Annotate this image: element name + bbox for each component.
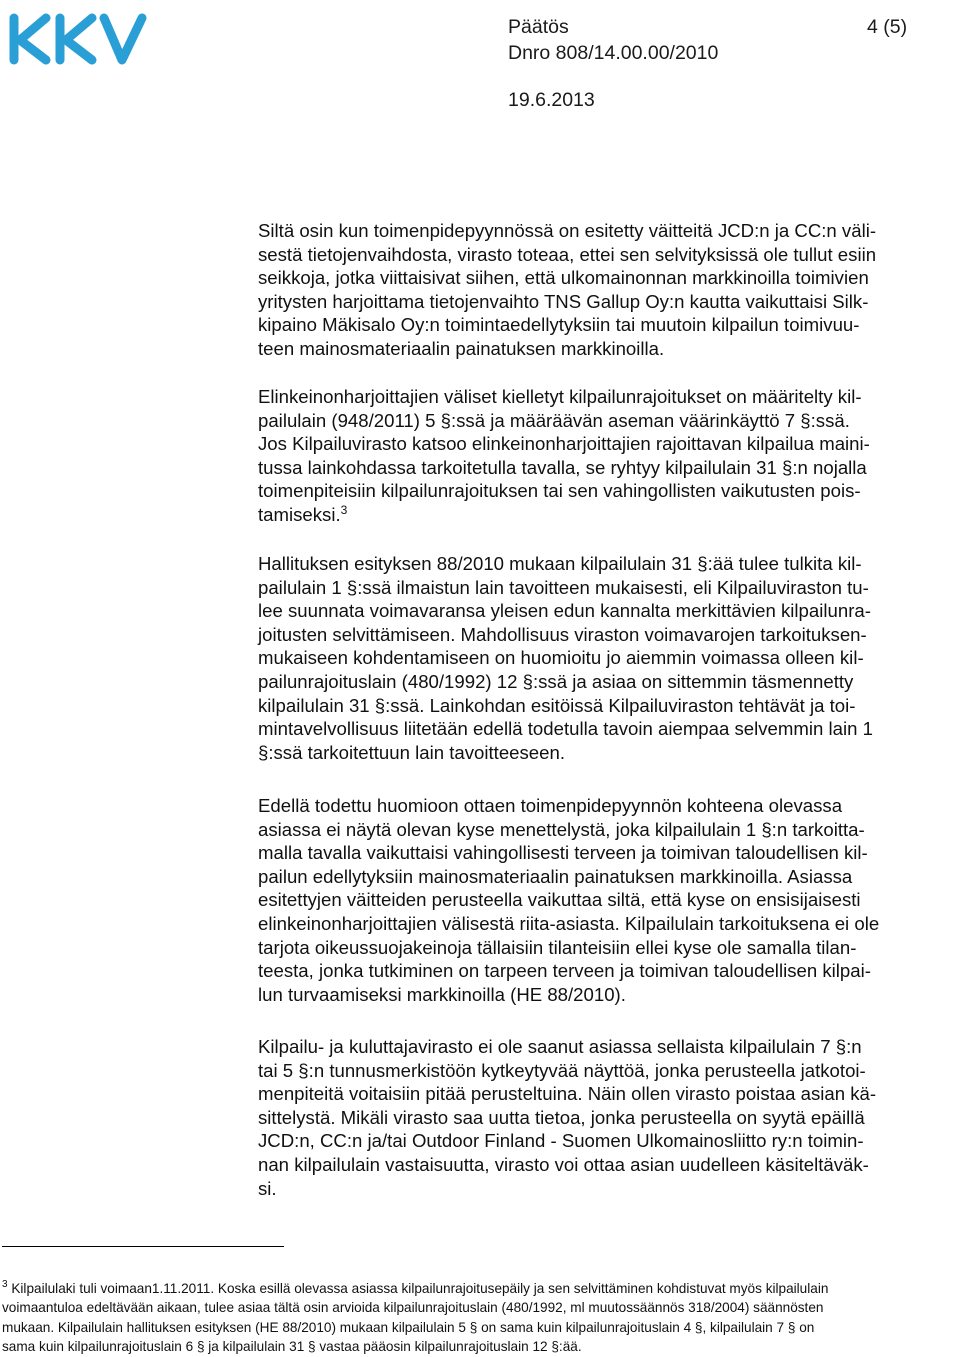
text-line: teesta, jonka tutkiminen on tarpeen terveen ja toimivan taloudellisen kilpai- — [258, 960, 871, 982]
text-line: JCD:n, CC:n ja/tai Outdoor Finland - Suomen Ulkomainosliitto ry:n toimin- — [258, 1130, 864, 1152]
text-line: Hallituksen esityksen 88/2010 mukaan kilpailulain 31 §:ää tulee tulkita kil- — [258, 553, 862, 574]
paragraph-3 — [258, 552, 960, 764]
text-line: si. — [258, 1177, 277, 1199]
text-line: mintavelvollisuus liitetään edellä todetulla tavoin aiempaa selvemmin lain 1 — [258, 718, 873, 740]
text-line: seikkoja, jotka viittaisivat siihen, että ulkomainonnan markkinoilla toimivien — [258, 267, 869, 289]
text-line: §:ssä tarkoitettuun lain tavoitteeseen. — [258, 741, 565, 763]
text-line: joitusten selvittämiseen. Mahdollisuus viraston voimavarojen tarkoituksen- — [258, 623, 867, 645]
text-line: pailun edellytyksiin mainosmateriaalin painatuksen markkinoilla. Asiassa — [258, 865, 853, 887]
text-line-end: tamiseksi. — [258, 503, 341, 525]
text-line: Edellä todettu huomioon ottaen toimenpidepyynnön kohteena olevassa — [258, 795, 843, 816]
footnote-mark: 3 — [2, 1279, 8, 1290]
document-type: Päätös — [508, 16, 569, 38]
text-line: pailulain 1 §:ssä ilmaistun lain tavoitteen mukaisesti, eli Kilpailuviraston tu- — [258, 576, 869, 598]
text-line: menpiteitä voitaisiin pitää perusteltuina. Näin ollen virasto poistaa asian kä- — [258, 1083, 877, 1105]
text-line: asiassa ei näytä olevan kyse menettelystä, joka kilpailulain 1 §:n tarkoitta- — [258, 818, 865, 840]
footnote-separator — [2, 1246, 284, 1247]
text-line: tarjota oikeussuojakeinoja tällaisiin tilanteisiin ellei kyse ole samalla tilan- — [258, 936, 857, 958]
footnote-reference[interactable]: 3 — [340, 502, 348, 517]
paragraph-5 — [258, 1035, 960, 1200]
text-line: sittelystä. Mikäli virasto saa uutta tietoa, jonka perusteella on syytä epäillä — [258, 1106, 865, 1128]
text-line: pailunrajoituslain (480/1992) 12 §:ssä ja asiaa on sittemmin täsmennetty — [258, 670, 854, 692]
text-line: mukaiseen kohdentamiseen on huomioitu jo aiemmin voimassa olleen kil- — [258, 647, 864, 669]
text-line — [258, 503, 960, 527]
text-line: kipaino Mäkisalo Oy:n toimintaedellytyksiin tai muutoin kilpailun toimivuu- — [258, 314, 860, 336]
text-line: sestä tietojenvaihdosta, virasto toteaa, ettei sen selvityksissä ole tullut esiin — [258, 243, 877, 265]
text-line: teen mainosmateriaalin painatuksen markkinoilla. — [258, 337, 665, 359]
text-line: Kilpailu- ja kuluttajavirasto ei ole saanut asiassa sellaista kilpailulain 7 §:n — [258, 1036, 862, 1057]
footnote-line: sama kuin kilpailunrajoituslain 6 § ja kilpailulain 31 § vastaa pääosin kilpailunrajoituslain 12 §:ää. — [2, 1339, 582, 1355]
text-line: Jos Kilpailuvirasto katsoo elinkeinonharjoittajien rajoittavan kilpailua maini- — [258, 433, 870, 455]
text-line: elinkeinonharjoittajien välisestä riita-asiasta. Kilpailulain tarkoituksena ei ole — [258, 912, 880, 934]
text-line: Siltä osin kun toimenpidepyynnössä on esitetty väitteitä JCD:n ja CC:n väli- — [258, 220, 877, 241]
footnote-line: mukaan. Kilpailulain hallituksen esityksen (HE 88/2010) mukaan kilpailulain 5 § on sama kuin kilpailunrajoituslain 4 §, kilpailulain 7 § on — [2, 1319, 815, 1335]
text-line: yritysten harjoittama tietojenvaihto TNS Gallup Oy:n kautta vaikuttaisi Silk- — [258, 290, 869, 312]
text-line: tussa lainkohdassa tarkoitetulla tavalla, se ryhtyy kilpailulain 31 §:n nojalla — [258, 456, 867, 478]
kkv-logo-mark — [6, 10, 148, 66]
document-date: 19.6.2013 — [508, 89, 595, 111]
text-line: lee suunnata voimavaransa yleisen edun kannalta merkittävien kilpailunra- — [258, 600, 871, 622]
text-line: malla tavalla vaikuttaisi vahingollisesti terveen ja toimivan taloudellisen kil- — [258, 842, 868, 864]
paragraph-4 — [258, 794, 960, 1006]
footnote — [2, 1279, 958, 1357]
text-line: pailulain (948/2011) 5 §:ssä ja määräävän aseman väärinkäyttö 7 §:ssä. — [258, 409, 850, 431]
page-number: 4 (5) — [867, 16, 908, 38]
footnote-text: Kilpailulaki tuli voimaan1.11.2011. Koska esillä olevassa asiassa kilpailunrajoitusepäily ja sen selvittäminen kohdistuvat myös kilpailulain — [11, 1281, 829, 1296]
footnote-line: voimaantuloa edeltävään aikaan, tulee asiaa tältä osin arvioida kilpailunrajoituslain (480/1992, ml muutossäännös 318/2004) säännösten — [2, 1300, 824, 1316]
paragraph-2 — [258, 385, 960, 527]
text-line: tai 5 §:n tunnusmerkistöön kytkeytyvää näyttöä, jonka perusteella jatkotoi- — [258, 1059, 866, 1081]
text-line: toimenpiteisiin kilpailunrajoituksen tai sen vahingollisten vaikutusten pois- — [258, 480, 861, 502]
text-line: Elinkeinonharjoittajien väliset kielletyt kilpailunrajoitukset on määritelty kil- — [258, 386, 862, 407]
text-line: lun turvaamiseksi markkinoilla (HE 88/2010). — [258, 983, 626, 1005]
record-number: Dnro 808/14.00.00/2010 — [508, 42, 719, 64]
text-line: esitettyjen väitteiden perusteella vaikuttaa siltä, että kyse on ensisijaisesti — [258, 889, 861, 911]
kkv-logo — [6, 10, 148, 66]
footnote-line — [2, 1279, 958, 1298]
text-line: kilpailulain 31 §:ssä. Lainkohdan esitöissä Kilpailuviraston tehtävät ja toi- — [258, 694, 856, 716]
paragraph-1 — [258, 219, 960, 361]
text-line: nan kilpailulain vastaisuutta, virasto voi ottaa asian uudelleen käsiteltäväk- — [258, 1153, 869, 1175]
